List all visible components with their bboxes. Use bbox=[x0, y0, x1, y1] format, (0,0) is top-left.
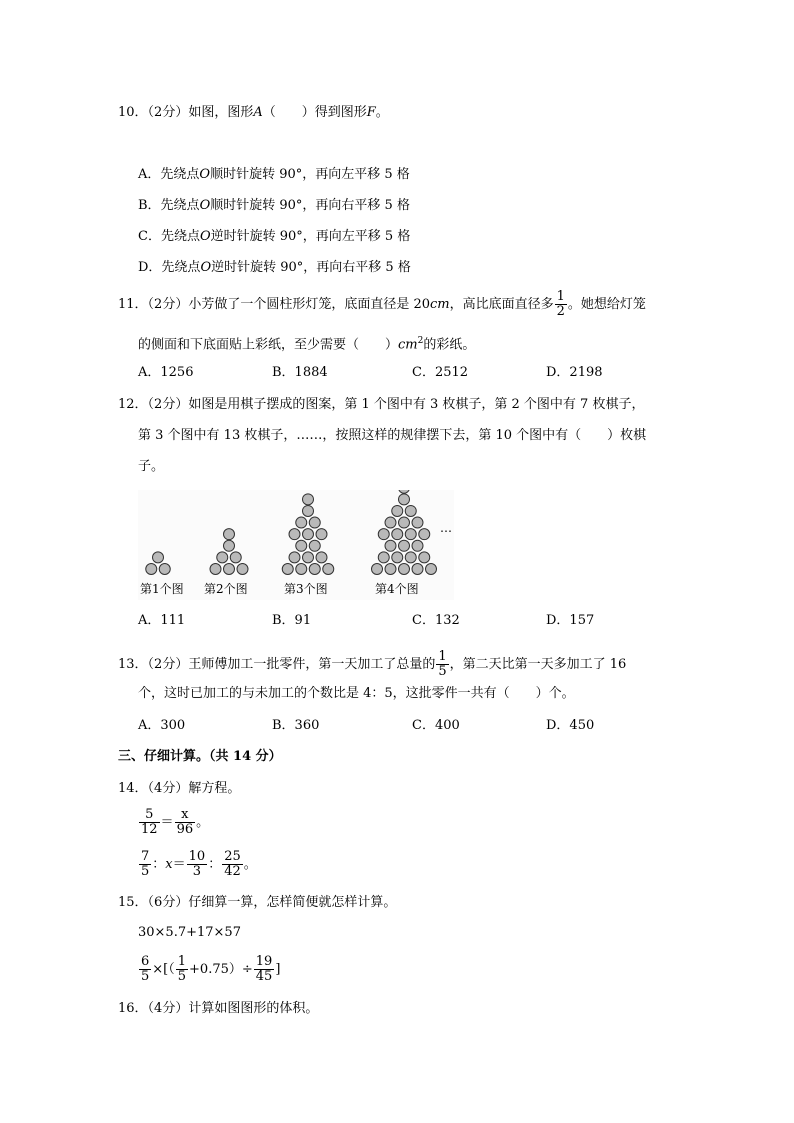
chess-piece bbox=[146, 564, 157, 575]
q16-title: 16．（4分）计算如图图形的体积。 bbox=[118, 1001, 319, 1016]
chess-piece bbox=[159, 564, 170, 575]
q13-option-c[interactable]: C．400 bbox=[412, 718, 460, 733]
chess-piece bbox=[224, 529, 235, 540]
q11-option-d[interactable]: D．2198 bbox=[546, 365, 603, 380]
chess-piece bbox=[412, 540, 423, 551]
q11-fraction: $\frac{1}{2}$ bbox=[556, 289, 565, 319]
chess-piece bbox=[303, 494, 314, 505]
figure-label-2: 第2个图 bbox=[204, 582, 248, 596]
q13-stem: 13．（2分）王师傅加工一批零件，第一天加工了总量的 $\frac{1}{5}$ ，第二天比第一天多加工了 16 bbox=[118, 649, 627, 679]
chess-piece bbox=[296, 540, 307, 551]
chess-pattern-figure bbox=[138, 490, 454, 600]
chess-piece bbox=[224, 564, 235, 575]
chess-piece bbox=[399, 490, 410, 493]
chess-piece bbox=[392, 505, 403, 516]
q12-stem-line2: 第 3 个图中有 13 枚棋子，……，按照这样的规律摆下去，第 10 个图中有（ ）枚棋 bbox=[138, 428, 647, 443]
chess-piece bbox=[385, 540, 396, 551]
q11-option-b[interactable]: B．1884 bbox=[272, 365, 328, 380]
chess-piece bbox=[385, 517, 396, 528]
chess-piece bbox=[392, 552, 403, 563]
chess-piece bbox=[405, 552, 416, 563]
chess-piece bbox=[399, 517, 410, 528]
q13-option-d[interactable]: D．450 bbox=[546, 718, 595, 733]
q10-option-d[interactable]: D．先绕点O逆时针旋转 90°，再向右平移 5 格 bbox=[138, 260, 411, 275]
chess-piece bbox=[372, 564, 383, 575]
chess-pieces bbox=[146, 490, 437, 575]
chess-piece bbox=[405, 505, 416, 516]
chess-piece bbox=[405, 529, 416, 540]
q15-expression-1: 30×5.7+17×57 bbox=[138, 925, 241, 940]
q15-title: 15．（6分）仔细算一算，怎样简便就怎样计算。 bbox=[118, 895, 397, 910]
chess-piece bbox=[309, 540, 320, 551]
chess-piece bbox=[296, 517, 307, 528]
q14-title: 14．（4分）解方程。 bbox=[118, 781, 241, 796]
q12-stem-line3: 子。 bbox=[138, 459, 165, 474]
q14-equation-1: $\frac{5}{12}$ ＝ $\frac{x}{96}$ 。 bbox=[141, 807, 210, 837]
chess-piece bbox=[316, 552, 327, 563]
q11-option-a[interactable]: A．1256 bbox=[138, 365, 194, 380]
q12-option-d[interactable]: D．157 bbox=[546, 613, 595, 628]
chess-piece bbox=[392, 529, 403, 540]
chess-piece bbox=[385, 564, 396, 575]
chess-piece bbox=[309, 517, 320, 528]
q15-expression-2: $\frac{6}{5}$ ×[（ $\frac{1}{5}$ +0.75）÷ $\frac{19}{45}$ ] bbox=[141, 954, 281, 984]
q10-option-a[interactable]: A．先绕点O顺时针旋转 90°，再向左平移 5 格 bbox=[138, 167, 410, 182]
q10-stem: 10．（2分）如图，图形A（ ）得到图形F。 bbox=[118, 105, 389, 120]
chess-piece bbox=[426, 564, 437, 575]
q12-option-b[interactable]: B．91 bbox=[272, 613, 312, 628]
figure-label-4: 第4个图 bbox=[375, 582, 419, 596]
chess-piece bbox=[303, 552, 314, 563]
chess-piece bbox=[289, 552, 300, 563]
q13-fraction: $\frac{1}{5}$ bbox=[438, 649, 447, 679]
figure-label-3: 第3个图 bbox=[284, 582, 328, 596]
q11-option-c[interactable]: C．2512 bbox=[412, 365, 469, 380]
chess-piece bbox=[224, 540, 235, 551]
chess-piece bbox=[412, 564, 423, 575]
chess-piece bbox=[296, 564, 307, 575]
chess-piece bbox=[378, 529, 389, 540]
chess-piece bbox=[309, 564, 320, 575]
section-3-heading: 三、仔细计算。（共 14 分） bbox=[118, 749, 282, 764]
q13-option-b[interactable]: B．360 bbox=[272, 718, 320, 733]
chess-piece bbox=[399, 494, 410, 505]
q10-option-c[interactable]: C．先绕点O逆时针旋转 90°，再向左平移 5 格 bbox=[138, 229, 411, 244]
q12-option-a[interactable]: A．111 bbox=[138, 613, 186, 628]
chess-piece bbox=[323, 564, 334, 575]
chess-piece bbox=[316, 529, 327, 540]
chess-piece bbox=[399, 540, 410, 551]
chess-piece bbox=[303, 505, 314, 516]
figure-ellipsis: … bbox=[440, 521, 452, 535]
chess-piece bbox=[210, 564, 221, 575]
figure-label-1: 第1个图 bbox=[140, 582, 184, 596]
q13-stem-line2: 个，这时已加工的与未加工的个数比是 4：5，这批零件一共有（ ）个。 bbox=[138, 686, 575, 701]
chess-piece bbox=[153, 552, 164, 563]
chess-piece bbox=[399, 564, 410, 575]
q14-equation-2: $\frac{7}{5}$ ：x＝ $\frac{10}{3}$ ： $\frac{25}{42}$ 。 bbox=[141, 849, 257, 879]
chess-piece bbox=[412, 517, 423, 528]
q10-option-b[interactable]: B．先绕点O顺时针旋转 90°，再向右平移 5 格 bbox=[138, 198, 410, 213]
chess-piece bbox=[230, 552, 241, 563]
chess-piece bbox=[303, 529, 314, 540]
chess-piece bbox=[419, 529, 430, 540]
chess-piece bbox=[217, 552, 228, 563]
chess-piece bbox=[419, 552, 430, 563]
chess-piece bbox=[289, 529, 300, 540]
q12-stem-line1: 12．（2分）如图是用棋子摆成的图案，第 1 个图中有 3 枚棋子，第 2 个图中有 7 枚棋子， bbox=[118, 397, 645, 412]
chess-piece bbox=[282, 564, 293, 575]
chess-piece bbox=[237, 564, 248, 575]
q11-stem-line2: 的侧面和下底面贴上彩纸，至少需要（ ）$cm^2$的彩纸。 bbox=[138, 336, 476, 353]
q13-option-a[interactable]: A．300 bbox=[138, 718, 186, 733]
q12-option-c[interactable]: C．132 bbox=[412, 613, 460, 628]
q11-stem: 11．（2分）小芳做了一个圆柱形灯笼，底面直径是 20cm，高比底面直径多 $\frac{1}{2}$ 。她想给灯笼 bbox=[118, 289, 646, 319]
chess-piece bbox=[378, 552, 389, 563]
